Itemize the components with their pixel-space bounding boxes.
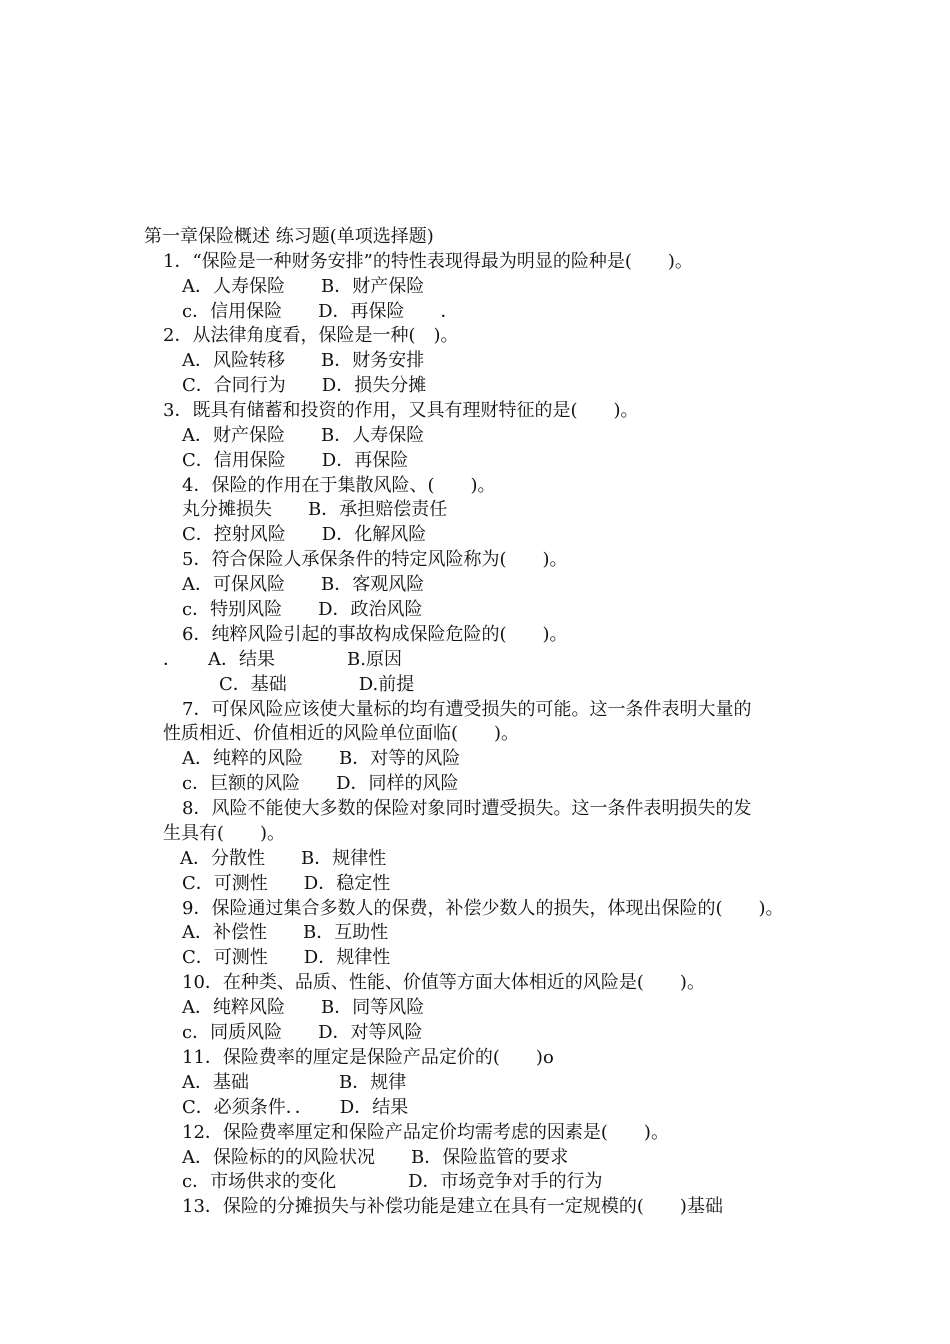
options-line: A．基础 B．规律: [182, 1072, 407, 1093]
options-line: A．分散性 B．规律性: [180, 848, 387, 869]
options-line: A．可保风险 B．客观风险: [182, 574, 425, 595]
options-line: C．可测性 D．规律性: [182, 947, 391, 968]
question-8: 8．风险不能使大多数的保险对象同时遭受损失。这一条件表明损失的发: [182, 798, 752, 819]
question-1: 1．“保险是一种财务安排”的特性表现得最为明显的险种是( )。: [163, 251, 693, 272]
options-line: 丸分摊损失 B．承担赔偿责任: [182, 499, 448, 520]
question-13: 13．保险的分摊损失与补偿功能是建立在具有一定规模的( )基础: [182, 1196, 723, 1217]
options-line: C．合同行为 D．损失分摊: [182, 375, 427, 396]
question-12: 12．保险费率厘定和保险产品定价均需考虑的因素是( )。: [182, 1122, 669, 1143]
options-line: C．必须条件．． D．结果: [182, 1097, 409, 1118]
options-line: c．市场供求的变化 D．市场竞争对手的行为: [182, 1171, 603, 1192]
question-7: 7．可保风险应该使大量标的均有遭受损失的可能。这一条件表明大量的: [182, 699, 752, 720]
question-2: 2．从法律角度看，保险是一种( )。: [163, 325, 459, 346]
question-10: 10．在种类、品质、性能、价值等方面大体相近的风险是( )。: [182, 972, 705, 993]
options-line: A．风险转移 B．财务安排: [182, 350, 425, 371]
options-line: A．纯粹风险 B．同等风险: [182, 997, 425, 1018]
options-line: A．财产保险 B．人寿保险: [182, 425, 425, 446]
question-3: 3．既具有储蓄和投资的作用，又具有理财特征的是( )。: [163, 400, 639, 421]
question-4: 4．保险的作用在于集散风险、( )。: [182, 475, 496, 496]
question-11: 11．保险费率的厘定是保险产品定价的( )o: [182, 1047, 554, 1068]
options-line: C．基础 D.前提: [219, 674, 415, 695]
options-line: c．同质风险 D．对等风险: [182, 1022, 423, 1043]
question-6: 6．纯粹风险引起的事故构成保险危险的( )。: [182, 624, 568, 645]
options-line: A．保险标的的风险状况 B．保险监管的要求: [182, 1147, 569, 1168]
question-7-continued: 性质相近、价值相近的风险单位面临( )。: [163, 723, 520, 744]
options-line: C．信用保险 D．再保险: [182, 450, 409, 471]
options-line: C．可测性 D．稳定性: [182, 873, 391, 894]
options-line: ． A．结果 B.原因: [163, 649, 402, 670]
page-title: 第一章保险概述 练习题(单项选择题): [144, 226, 434, 247]
options-line: A．补偿性 B．互助性: [182, 922, 389, 943]
options-line: c．巨额的风险 D．同样的风险: [182, 773, 459, 794]
options-line: c．特别风险 D．政治风险: [182, 599, 423, 620]
question-5: 5．符合保险人承保条件的特定风险称为( )。: [182, 549, 568, 570]
question-8-continued: 生具有( )。: [163, 823, 286, 844]
options-line: C．控射风险 D．化解风险: [182, 524, 427, 545]
options-line: c．信用保险 D．再保险 ．: [182, 301, 459, 322]
options-line: A．人寿保险 B．财产保险: [182, 276, 425, 297]
options-line: A．纯粹的风险 B．对等的风险: [182, 748, 461, 769]
question-9: 9．保险通过集合多数人的保费，补偿少数人的损失，体现出保险的( )。: [182, 898, 784, 919]
